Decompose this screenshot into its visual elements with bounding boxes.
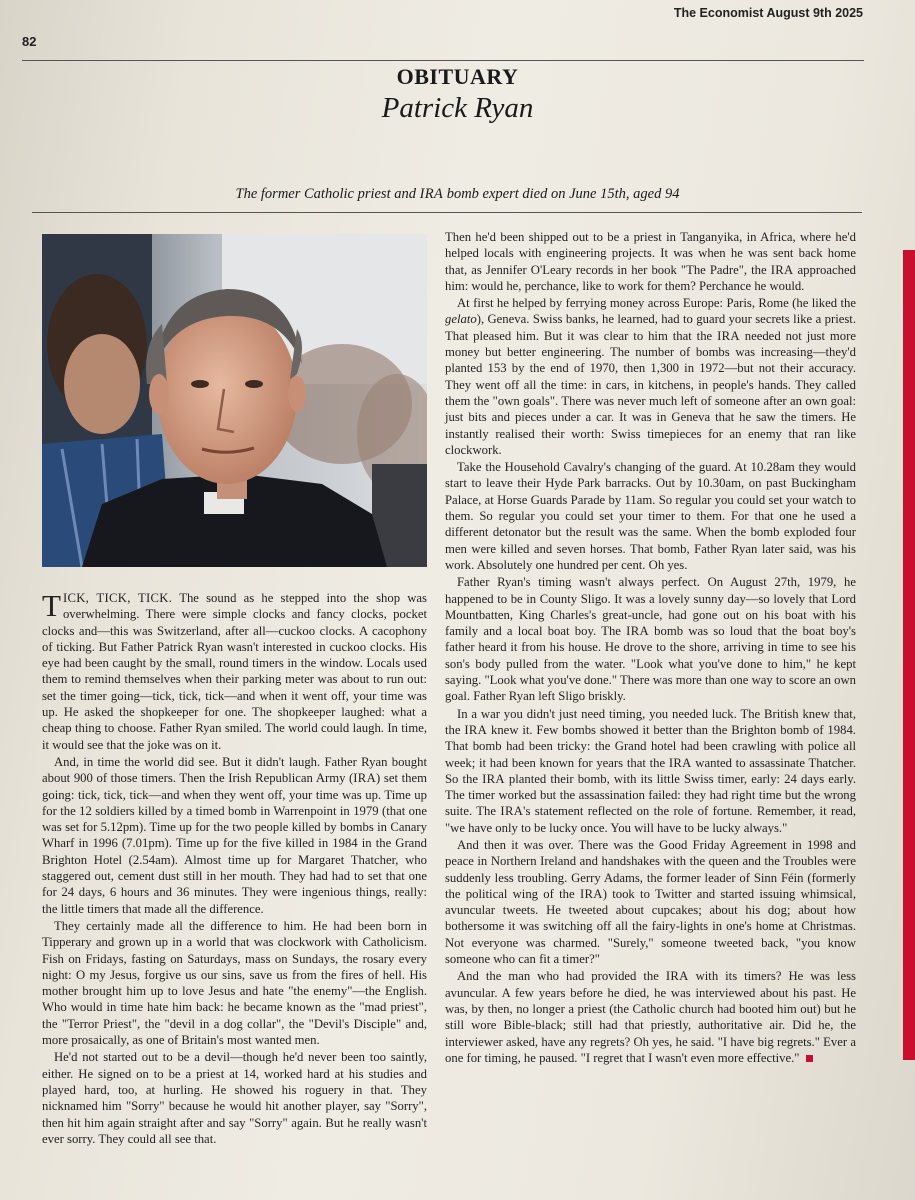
lead-smallcaps: ICK, TICK, TICK.: [62, 591, 173, 605]
portrait-photo: [42, 234, 427, 567]
paragraph-11-part-b: with its timers? He was less avuncular. A few years before he died, he was interviewed about his past. He was, by then, no longer a priest (the Catholic church had booted him out) but he still wore Bible-black; still had that priestly, authoritative air. Did he, the interviewer asked, have any regrets? Oh yes, he said. "I have big regrets." Ever a one for timing, he paused. "I regret that I wasn't even more effective.": [445, 969, 856, 1065]
italic-gelato: gelato: [445, 312, 477, 327]
abbr-ira: IRA: [770, 262, 794, 277]
paragraph-9-part-a: In a war you didn't just need timing, you needed luck. The British knew that, the: [445, 706, 856, 737]
page-number: 82: [22, 34, 37, 49]
paragraph-9-part-e: 's statement reflected on the role of fortune. Remember, it read, "we have only to be lucky once. You will have to be lucky always.": [445, 804, 856, 835]
standfirst-pre: The former Catholic priest and: [235, 186, 420, 202]
abbr-ira: IRA: [579, 886, 603, 901]
paragraph-1-text: The sound as he stepped into the shop was overwhelming. There were simple clocks and fancy clocks, pocket clocks and—this was Switzerland, after all—cuckoo clocks. A cacophony of ticking. But Father Patrick Ryan wasn't interested in cuckoo clocks. His eye had been caught by the small, round timers in the window. Locals used them to remind themselves when their parking meter was about to run out: set the timer going—tick, tick, tick—and when it went off, your time was up. He asked the shopkeeper for one. The shopkeeper laughed: what a cheap thing to choose. Father Ryan smiled. The world could laugh. In time, it would see that the joke was on it.: [42, 591, 427, 752]
drop-cap: T: [42, 588, 61, 623]
paragraph-1: [42, 590, 427, 753]
paragraph-8: [445, 574, 856, 704]
standfirst-abbr: IRA: [419, 186, 444, 202]
column-left: [42, 590, 427, 1200]
paragraph-11-part-a: And the man who had provided the: [457, 969, 666, 984]
paragraph-6-part-a: At first he helped by ferrying money across Europe: Paris, Rome (he liked the: [457, 296, 856, 311]
abbr-ira: IRA: [500, 804, 524, 819]
paragraph-10: [445, 837, 856, 967]
paragraph-2-part-a: And, in time the world did see. But it didn't laugh. Father Ryan bought about 900 of those timers. Then the Irish Republican Army (: [42, 754, 427, 786]
paragraph-11: [445, 968, 856, 1066]
abbr-ira: IRA: [626, 624, 649, 639]
paragraph-5-part-a: Then he'd been shipped out to be a priest in Tanganyika, in Africa, where he'd helped locals with engineering projects. It was when he was sent back home that, as Jennifer O'Leary records in her book "The Padre", the: [445, 230, 856, 277]
abbr-ira: IRA: [482, 771, 505, 786]
end-mark-icon: [806, 1055, 813, 1062]
abbr-ira: IRA: [353, 771, 377, 786]
paragraph-9-part-d: planted their bomb, with its little Swiss timer, early: 24 days early. The timer worked but the assassination failed: they had right time but the wrong suite. The: [445, 771, 856, 819]
paragraph-9-part-b: knew it. Few bombs showed it better than the Brighton bomb of 1984. That bomb had been tricky: the Grand hotel had been crawling with police all week; it had been known for years that the: [445, 722, 856, 770]
paragraph-10-part-a: And then it was over. There was the Good Friday Agreement in 1998 and peace in Northern Ireland and handshakes with the queen and the Troubles were suddenly less troubling. Gerry Adams, the former leader of Sinn Féin (formerly the political wing of the: [445, 837, 856, 901]
paragraph-6: [445, 295, 856, 458]
portrait-illustration: [42, 234, 427, 567]
top-rule: [22, 60, 864, 61]
paragraph-4: He'd not started out to be a devil—though he'd never been too saintly, either. He signed on to be a priest at 14, worked hard at his studies and played hard, too, at hurling. He showed his roguery in that. They nicknamed him "Sorry" because he would hit another player, say "Sorry", then hit him again straight after and say "Sorry" again. But he really wasn't ever sorry. They could all see that.: [42, 1050, 427, 1146]
standfirst: [0, 186, 915, 203]
paragraph-6-part-b: ), Geneva. Swiss banks, he learned, had to guard your secrets like a priest. That pleased him. But it was clear to him that the: [445, 312, 856, 343]
paragraph-2: [42, 754, 427, 917]
paragraph-8-part-b: bomb was so loud that the boat boy's father heard it from his house. He drove to the shore, arriving in time to see his son's body pulled from the water. "Look what you've done to him," he kept saying. "Look what you've done." There was more than one way to score an own goal. Father Ryan left Sligo briskly.: [445, 624, 856, 704]
paragraph-2-part-b: ) set them going: tick, tick, tick—and when they went off, your time was up. Time up for the 12 soldiers killed by a timed bomb in Warrenpoint in 1979 (that one was set for 5.12pm). Time up for the two people killed by bombs in Canary Wharf in 1996 (7.01pm). Time up for the five killed in 1984 in the Grand Brighton Hotel (2.54am). Almost time up for Margaret Thatcher, who staggered out, cement dust still in her mouth. They had had to set that one for 24 days, 6 hours and 36 minutes. They were ingenious things, really: the little timers that made all the difference.: [42, 771, 427, 916]
abbr-ira: IRA: [464, 722, 488, 737]
standfirst-rule: [32, 212, 862, 213]
paragraph-10-part-b: ) took to Twitter and started issuing whimsical, avuncular tweets. He tweeted about cupcakes; about his dog; about how bothersome it was switching off all the fairy-lights in one's home at Christmas. Not everyone was charmed. "Surely," someone tweeted back, "you know someone who can fit a timer?": [445, 886, 856, 967]
paragraph-3: They certainly made all the difference to him. He had been born in Tipperary and grown up in a world that was clockwork with Catholicism. Fish on Fridays, fasting on Saturdays, mass on Sundays, the rosary every night: O my Jesus, forgive us our sins, save us from the fires of hell. His mother brought him up to love Jesus and hate "the enemy"—the English. Who would in time hate him back: he became known as the "mad priest", the "Terror Priest", the "devil in a dog collar", the "Devil's Disciple" and, more prosaically, as one of Britain's most wanted men.: [42, 918, 427, 1048]
column-right: [445, 229, 856, 1200]
abbr-ira: IRA: [665, 969, 689, 984]
standfirst-post: bomb expert died on June 15th, aged 94: [443, 186, 680, 202]
abbr-ira: IRA: [717, 328, 740, 343]
paragraph-5: [445, 229, 856, 294]
masthead: The Economist August 9th 2025: [673, 6, 863, 20]
section-title: OBITUARY: [396, 64, 519, 89]
paragraph-8-part-a: Father Ryan's timing wasn't always perfect. On August 27th, 1979, he happened to be in County Sligo. It was a lovely sunny day—so lovely that Lord Mountbatten, King Charles's great-uncle, had gone out on his boat with his family and a local boat boy. The: [445, 575, 856, 639]
paragraph-9-part-c: wanted to assassinate Thatcher. So the: [445, 755, 856, 786]
paragraph-7: Take the Household Cavalry's changing of the guard. At 10.28am they would start to leave their Hyde Park barracks. Out by 10.30am, on past Buckingham Palace, at Horse Guards Parade by 11am. So regular you could set your watch to them. So regular you could set your timer to them. For that one he used a different detonator but the result was the same. When the bomb exploded four men were killed and seven horses. That bomb, Father Ryan later said, was his work. Absolutely one hundred per cent. Oh yes.: [445, 460, 856, 572]
abbr-ira: IRA: [668, 755, 692, 770]
paragraph-5-part-b: approached him: would he, perchance, like to work for them? Perchance he would.: [445, 262, 856, 293]
red-edge-strip: [903, 250, 915, 1060]
obituary-name: Patrick Ryan: [381, 92, 534, 124]
paragraph-9: [445, 706, 856, 836]
paragraph-6-part-c: needed not just more money but better engineering. The number of bombs was increasing—they'd planted 153 by the end of 1970, then 1,300 in 1972—but not their accuracy. They went off all the time: in cars, in kitchens, in people's hands. They called them the "own goals". There was never much left of someone after an own goal: just bits and pieces under a car. It was in Geneva that he saw the timers. He instantly realised their worth: Swiss timepieces for an enemy that ran like clockwork.: [445, 328, 856, 457]
